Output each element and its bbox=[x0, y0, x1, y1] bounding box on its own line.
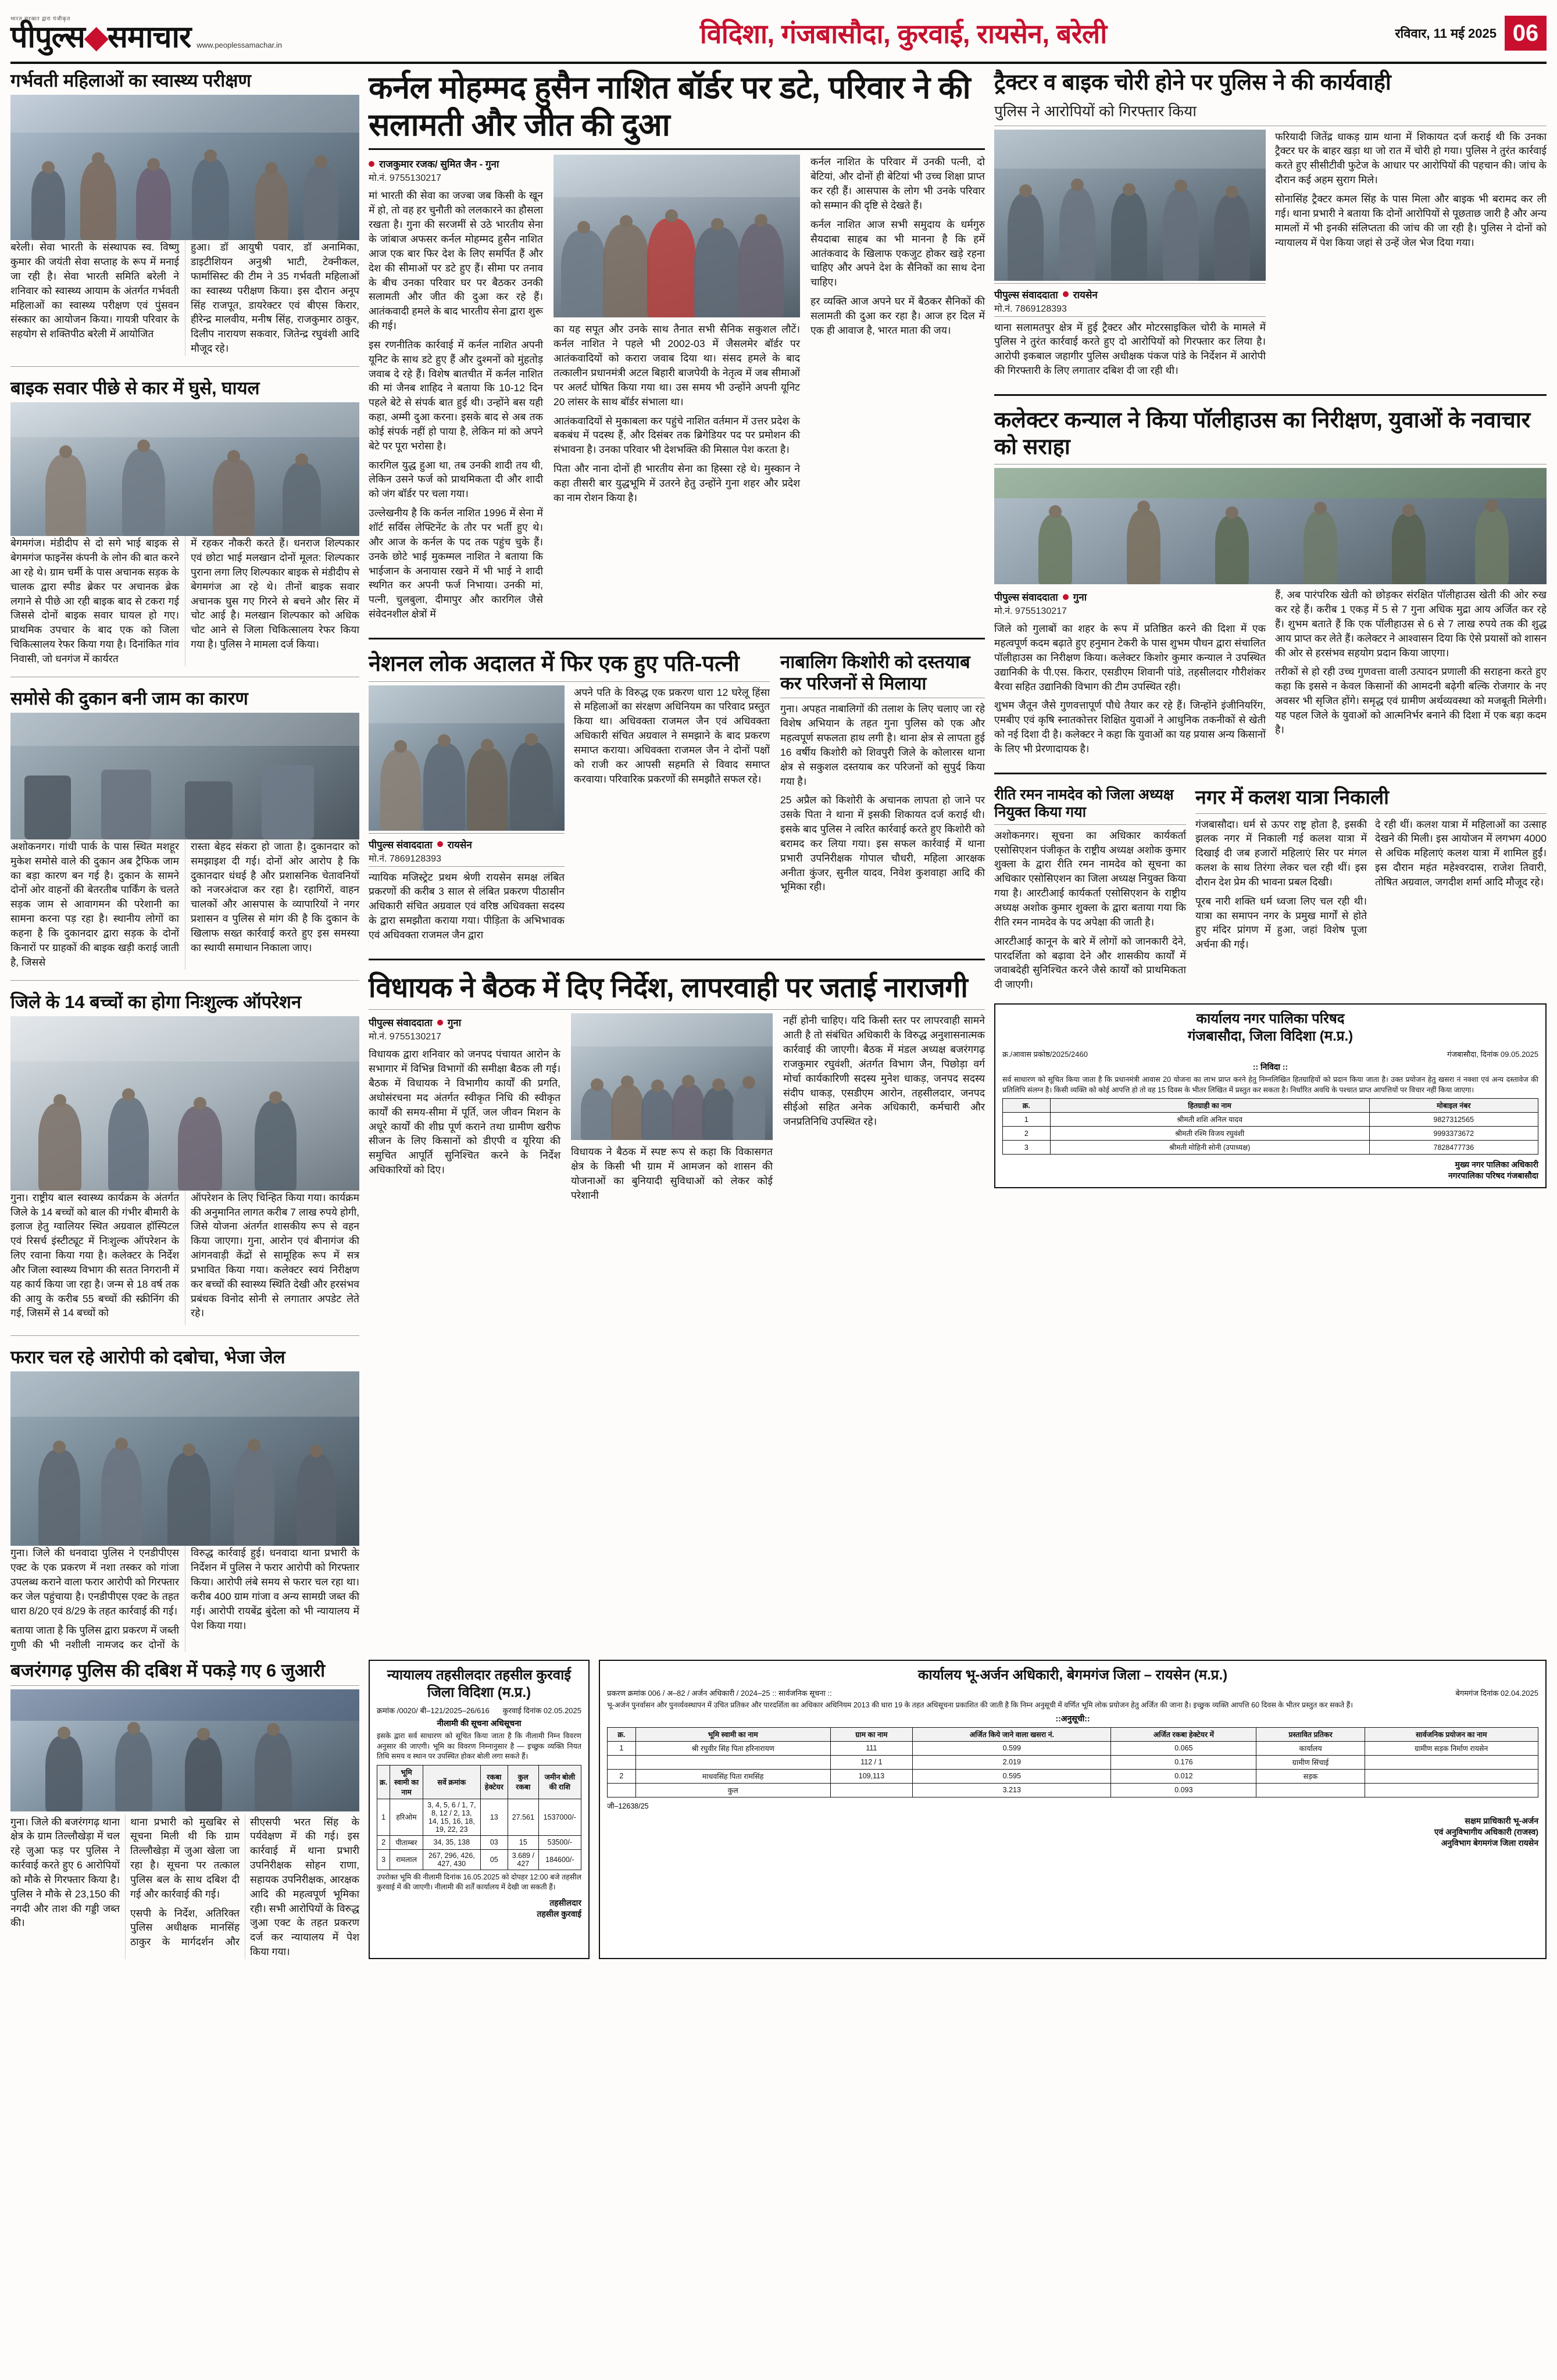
credit-mobile: मो.नं. 9755130217 bbox=[369, 1032, 441, 1042]
table-cell bbox=[1365, 1769, 1538, 1783]
notice-job-number: जी–12638/25 bbox=[607, 1802, 649, 1810]
notice-subject: :: निविदा :: bbox=[1252, 1062, 1288, 1072]
table-cell: 2.019 bbox=[913, 1755, 1111, 1769]
article-gambling-raid bbox=[10, 1660, 359, 1959]
credit-place: गुना bbox=[447, 1017, 462, 1029]
notice-title-line-2: गंजबासौदा, जिला विदिशा (म.प्र.) bbox=[1187, 1028, 1354, 1045]
left-column bbox=[10, 70, 359, 1652]
notice-body: भू-अर्जन पुनर्वासन और पुनर्व्यवस्थापन में उचित प्रतिकर और पारदर्शिता का अधिकार अधिनियम 2013 की धारा 19 के तहत अधिसूचना प्रकाशित की जाती है कि निम्न अनुसूची में वर्णित भूमि लोक प्रयोजन हेतु अर्जित की जाना है। इच्छुक व्यक्ति आपत्ति 60 दिवस के भीतर प्रस्तुत कर सकते हैं। bbox=[607, 1701, 1353, 1710]
article-photo-family bbox=[553, 155, 800, 317]
article-body bbox=[10, 839, 359, 970]
article-photo bbox=[10, 1016, 359, 1191]
notice-ref-number: प्रकरण क्रमांक 006 / अ–82 / अर्जन अधिकारी / 2024–25 :: सार्वजनिक सूचना :: bbox=[607, 1689, 832, 1698]
paragraph: बताया जाता है कि पुलिस द्वारा प्रकरण में जब्ती गुणी की भी नशीली नामजद कर दोनों के विरुद्ध कार्रवाई हुई। धनवादा थाना प्रभारी के निर्देशन में पुलिस ने फरार आरोपी को गिरफ्तार किया। आरोपी लंबे समय से फरार चल रहा था। करीब 400 ग्राम गांजा व अन्य सामग्री जब्त की गई। आरोपी रायबेंद्र बुंदेला को भी न्यायालय में पेश किया गया। bbox=[10, 1547, 359, 1650]
notice-date: बेगमगंज दिनांक 02.04.2025 bbox=[1455, 1689, 1538, 1698]
article-riti-raman-namdev bbox=[994, 786, 1186, 996]
table-cell: 0.093 bbox=[1111, 1783, 1256, 1797]
table-cell: 184600/- bbox=[538, 1849, 581, 1870]
paragraph: कर्नल नाशित आज सभी समुदाय के धर्मगुरु सैयदाबा साहब का भी मानना है कि हमें आतंकवाद के खिलाफ एकजुट होकर खड़े रहना चाहिए और अपने देश के सैनिकों का साथ देना चाहिए। bbox=[810, 218, 985, 288]
notice-title: कार्यालय भू-अर्जन अधिकारी, बेगमगंज जिला – रायसेन (म.प्र.) bbox=[917, 1667, 1228, 1684]
credit-name: पीपुल्स संवाददाता bbox=[369, 1017, 433, 1029]
notice-tehsildar-kurwai bbox=[369, 1660, 590, 1959]
notice-title-line-1: न्यायालय तहसीलदार तहसील कुरवाई bbox=[387, 1667, 572, 1684]
notice-table bbox=[607, 1727, 1538, 1797]
table-cell: श्रीमती मोहिनी सोनी (उपाध्यक्ष) bbox=[1050, 1141, 1369, 1155]
headline: विधायक ने बैठक में दिए निर्देश, लापरवाही पर जताई नाराजगी bbox=[369, 972, 968, 1003]
masthead bbox=[10, 8, 1547, 64]
table-header-cell: अर्जित रकबा हेक्टेयर में bbox=[1111, 1727, 1256, 1741]
table-cell: 0.595 bbox=[913, 1769, 1111, 1783]
table-row bbox=[608, 1769, 1538, 1783]
bullet-icon bbox=[437, 1020, 443, 1025]
article-photo-police-station bbox=[10, 1689, 359, 1811]
notice-title-line-2: जिला विदिशा (म.प्र.) bbox=[427, 1685, 531, 1701]
table-header-cell: क्र. bbox=[608, 1727, 636, 1741]
table-cell bbox=[1256, 1783, 1365, 1797]
bullet-icon bbox=[369, 161, 374, 167]
credit-mobile: मो.नं. 9755130217 bbox=[994, 606, 1067, 617]
article-bike-car-accident bbox=[10, 377, 359, 666]
paragraph: गंजबासौदा। धर्म से ऊपर राष्ट्र होता है, इसकी झलक नगर में निकाली गई कलश यात्रा में दिखाई दी जब हजारों महिलाएं सिर पर मंगल कलश के साथ तिरंगा लेकर चल रही थीं। इस दौरान देश प्रेम की भावना प्रबल दिखी। bbox=[1195, 818, 1367, 888]
paragraph: अपने पति के विरुद्ध एक प्रकरण धारा 12 घरेलू हिंसा से महिलाओं का संरक्षण अधिनियम का परिवाद प्रस्तुत किया था। अधिवक्ता राजमल जैन एवं अधिवक्ता अधिकारी संचित अग्रवाल ने समझाने के बाद प्रकरण समाप्त कराया। अधिवक्ता राजमल जैन ने दोनों पक्षों को राजी कर आपसी सहमति से विवाद समाप्त करवाया। परिवारिक प्रकरणों की समझौते सफल रहे। bbox=[574, 686, 770, 785]
paragraph: उल्लेखनीय है कि कर्नल नाशित 1996 में सेना में शॉर्ट सर्विस लेफ्टिनेंट के तौर पर भर्ती हुए थे। और आज के कर्नल के पद तक पहुंच चुके हैं। उनके छोटे भाई मुकम्मल नाशित ने बताया कि भाईजान के अनायास रखने में भी भाई ने शादी स्थगित कर अपनी फर्ज निभाया। उनकी मां, पत्नी, चुलबुला, दीमापुर और कारगिल जैसे संवेदनशील क्षेत्रों में bbox=[369, 507, 543, 620]
table-header-cell: भूमि स्वामी का नाम bbox=[635, 1727, 830, 1741]
table-cell: 3 bbox=[377, 1849, 390, 1870]
paragraph: विधायक द्वारा शनिवार को जनपद पंचायत आरोन के सभागार में विभिन्न विभागों की समीक्षा बैठक ली गई। बैठक में विधायक ने विभागीय कार्यों की प्रगति, अधोसंरचना मद अंतर्गत स्वीकृत निधि की स्वीकृत कार्यों की समय-सीमा में पूर्ति, जल जीवन मिशन के अधूरे कार्यों की शीघ्र पूर्ण कराने तथा ग्रामीण खरीफ सीजन के लिए किसानों को डीएपी व यूरिया की समुचित आपूर्ति सुनिश्चित करने के निर्देश अधिकारियों को दिए। bbox=[369, 1048, 560, 1176]
table-header-row bbox=[1003, 1099, 1538, 1113]
paragraph: तरीकों से हो रही उच्च गुणवत्ता वाली उत्पादन प्रणाली की सराहना करते हुए कहा कि इससे न केवल किसानों की आमदनी बढ़ेगी बल्कि रोजगार के नए अवसर भी सृजित होंगे। समृद्ध एवं ग्रामीण अर्थव्यवस्था को मजबूती मिलेगी। यह पहल जिले के युवाओं को आत्मनिर्भर बनाने की दिशा में एक बड़ा कदम है। bbox=[1275, 666, 1547, 735]
table-cell: 1 bbox=[377, 1799, 390, 1835]
table-row bbox=[1003, 1127, 1538, 1141]
bullet-icon bbox=[1063, 291, 1069, 297]
table-cell: 267, 296, 426, 427, 430 bbox=[423, 1849, 481, 1870]
article-minor-girl-recovered bbox=[780, 651, 985, 947]
notice-meta bbox=[377, 1705, 581, 1716]
byline bbox=[369, 157, 543, 170]
table-cell: 3, 4, 5, 6 / 1, 7, 8, 12 / 2, 13, 14, 15, 16, 18, 19, 22, 23 bbox=[423, 1799, 481, 1835]
paragraph: कर्नल नाशित के परिवार में उनकी पत्नी, दो बेटियां, और दोनों ही बेटियां भी उच्च शिक्षा प्राप्त कर रही हैं। आसपास के लोग भी उनके परिवार को सम्मान की दृष्टि से देखते हैं। bbox=[810, 156, 985, 211]
table-cell: 34, 35, 138 bbox=[423, 1835, 481, 1849]
table-cell: ग्रामीण सड़क निर्माण रायसेन bbox=[1365, 1741, 1538, 1755]
paragraph: थाना प्रभारी को मुखबिर से सूचना मिली थी कि ग्राम तिल्लौखेड़ा में जुआ खेला जा रहा है। सूचना पर तत्काल पुलिस बल के साथ दबिश दी गई और कार्रवाई की गई। bbox=[130, 1816, 240, 1900]
paragraph: गुना। अपहत नाबालिगों की तलाश के लिए चलाए जा रहे विशेष अभियान के तहत गुना पुलिस को एक और महत्वपूर्ण सफलता हाथ लगी है। थाना क्षेत्र से लापता हुई 16 वर्षीय किशोरी को शिवपुरी जिले के कोलारस थाना क्षेत्र से सकुशल दस्तयाब कर परिजनों को सुपुर्द किया गया है। bbox=[780, 703, 985, 787]
credit-mobile: मो.नं. 7869128393 bbox=[994, 303, 1067, 314]
paragraph: आरटीआई कानून के बारे में लोगों को जानकारी देने, पारदर्शिता को बढ़ावा देने और शासकीय कार्यों में जवाबदेही सुनिश्चित करने जैसे कार्यों को प्राथमिकता दी जाएगी। bbox=[994, 935, 1186, 991]
paragraph: में रहकर नौकरी करते हैं। धनराज शिल्पकार एवं छोटा भाई मलखान दोनों मूलत: शिल्पकार पुराना लगा लिए शिल्पकार बाइक से मंडीदीप से बेगमगंज आ रहे थे। तीनों बाइक सवार अचानक घुस गए गिरने से बचने और सिर में चोट आई है। मलखान शिल्पकार को अधिक चोट आने से जिला चिकित्सालय रेफर किया गया है। पुलिस ने मामला दर्ज किया। bbox=[191, 537, 359, 651]
table-cell: 13 bbox=[480, 1799, 508, 1835]
table-cell: 27.561 bbox=[508, 1799, 539, 1835]
logo-title bbox=[10, 22, 191, 52]
notice-municipal-council bbox=[994, 1003, 1547, 1188]
article-samosa-shop-jam bbox=[10, 688, 359, 970]
article-photo bbox=[369, 685, 565, 831]
paragraph: हर व्यक्ति आज अपने घर में बैठकर सैनिकों की सलामती की दुआ कर रहा है। आज हर दिल में एक ही आवाज है, भारत माता की जय। bbox=[810, 295, 985, 336]
table-header-cell: भूमि स्वामी का नाम bbox=[390, 1765, 423, 1799]
credit-place: गुना bbox=[1073, 592, 1087, 603]
table-cell: कुल bbox=[635, 1783, 830, 1797]
credit-box bbox=[994, 283, 1266, 317]
article-tractor-bike-theft bbox=[994, 70, 1547, 383]
paragraph: बेगमगंज। मंडीदीप से दो सगे भाई बाइक से बेगमगंज फाइनेंस कंपनी के लोन की बात करने आ रहे थे। ग्राम चर्मी के पास अचानक सड़क के चालक द्वारा स्पीड ब्रेकर पर अचानक ब्रेक लगाने से पीछे आ रही बाइक बाद से टकरा गई जिससे दोनों बाइक सवार घायल हो गए। प्राथमिक उपचार के बाद एक को जिला चिकित्सालय रेफर किया गया है। दिनांकित गांव निवासी, जो धनगंज में कार्यरत bbox=[10, 537, 179, 664]
logo-word-2: समाचार bbox=[107, 20, 191, 54]
signature-line-2: तहसील कुरवाई bbox=[537, 1909, 581, 1918]
credit bbox=[994, 288, 1266, 301]
table-header-cell: हितग्राही का नाम bbox=[1050, 1099, 1369, 1113]
paragraph: गुना। जिले की बजरंगगढ़ थाना क्षेत्र के ग्राम तिल्लौखेड़ा में चल रहे जुआ फड़ पर पुलिस ने कार्रवाई करते हुए 6 आरोपियों को मौके से गिरफ्तार किया है। पुलिस ने मौके से 23,150 की नगदी और ताश की गड्डी जब्त की। bbox=[10, 1816, 120, 1929]
table-cell: 2 bbox=[608, 1769, 636, 1783]
notice-meta bbox=[607, 1688, 1538, 1698]
table-header-cell: कुल रकबा bbox=[508, 1765, 539, 1799]
headline: गर्भवती महिलाओं का स्वास्थ्य परीक्षण bbox=[10, 70, 251, 91]
credit bbox=[994, 590, 1266, 603]
table-cell: 9827312565 bbox=[1369, 1113, 1538, 1127]
notice-signature bbox=[377, 1897, 581, 1920]
table-row bbox=[377, 1835, 581, 1849]
signature-line-3: अनुविभाग बेगमगंज जिला रायसेन bbox=[1441, 1838, 1538, 1847]
paragraph: मां भारती की सेवा का जज्बा जब किसी के खून में हो, तो वह हर चुनौती को ललकारने का हौसला रखता है। गुना की सरजमीं से उठे भारतीय सेना के जांबाज अफसर कर्नल मोहम्मद हुसैन नाशित आज एक बार फिर देश के लिए समर्पित हैं और देश की सीमाओं पर डटे हुए हैं। सीमा पर तनाव के बीच उनका परिवार घर पर बैठकर उनकी सलामती और जीत की दुआ कर रहे हैं। आतंकवादी हमले के बाद भारतीय सेना द्वारा शुरू की गई। bbox=[369, 190, 543, 332]
table-cell: 0.012 bbox=[1111, 1769, 1256, 1783]
table-row bbox=[608, 1783, 1538, 1797]
article-photo bbox=[10, 95, 359, 240]
paragraph: दे रही थीं। कलश यात्रा में महिलाओं का उत्साह देखने की मिली। इस आयोजन में लगभग 4000 से अधिक महिलाएं कलश यात्रा में शामिल हुईं। इस दौरान महंत महेश्वरदास, राजेश तिवारी, तोषित अग्रवाल, जगदीश शर्मा आदि मौजूद रहे। bbox=[1375, 818, 1547, 888]
notice-subject: नीलामी की सूचना अधिसूचना bbox=[437, 1718, 522, 1728]
headline: बजरंगगढ़ पुलिस की दबिश में पकड़े गए 6 जुआरी bbox=[10, 1660, 326, 1681]
table-cell: 03 bbox=[480, 1835, 508, 1849]
headline: कर्नल मोहम्मद हुसैन नाशित बॉर्डर पर डटे, परिवार ने की सलामती और जीत की दुआ bbox=[369, 70, 971, 142]
article-photo bbox=[10, 402, 359, 536]
paragraph: शुभम जैतून जैसे गुणवत्तापूर्ण पौधे तैयार कर रहे हैं। जिन्होंने इंजीनियरिंग, एमबीए एवं कृषि स्नातकोत्तर शिक्षित युवाओं ने आधुनिक तकनीकों से खेती को नई दिशा दी है। कलेक्टर ने कहा कि युवाओं का यह प्रयास अन्य किसानों के लिए भी प्रेरणादायक है। bbox=[994, 699, 1266, 755]
table-cell: 53500/- bbox=[538, 1835, 581, 1849]
byline-mobile: मो.नं. 9755130217 bbox=[369, 173, 441, 184]
notice-table bbox=[377, 1765, 581, 1870]
article-pregnant-checkup bbox=[10, 70, 359, 356]
bullet-icon bbox=[1063, 594, 1069, 600]
table-header-cell: प्रस्तावित प्रतिकर bbox=[1256, 1727, 1365, 1741]
page-number: 06 bbox=[1505, 16, 1547, 51]
article-photo bbox=[10, 713, 359, 839]
table-cell bbox=[830, 1783, 913, 1797]
table-cell: 1537000/- bbox=[538, 1799, 581, 1835]
table-row bbox=[1003, 1141, 1538, 1155]
article-body bbox=[10, 1546, 359, 1652]
byline-text: राजकुमार रजक/ सुमित जैन - गुना bbox=[379, 159, 499, 170]
article-free-operation bbox=[10, 991, 359, 1325]
credit-mobile: मो.नं. 7869128393 bbox=[369, 853, 441, 864]
paragraph: 25 अप्रैल को किशोरी के अचानक लापता हो जाने पर उसके पिता ने थाना में इसकी शिकायत दर्ज कराई थी। इसके बाद पुलिस ने त्वरित कार्रवाई करते हुए किशोरी को बरामद कर लिया गया। इस सफल कार्रवाई में थाना प्रभारी उपनिरीक्षक गोपाल चौधरी, महिला आरक्षक अनीता कुंजर, सुनील यादव, निवेश कुशवाहा आदि की भूमिका रही। bbox=[780, 794, 985, 893]
right-column bbox=[994, 70, 1547, 1652]
table-header-row bbox=[608, 1727, 1538, 1741]
table-row bbox=[1003, 1113, 1538, 1127]
table-cell: रामलाल bbox=[390, 1849, 423, 1870]
paragraph: नहीं होनी चाहिए। यदि किसी स्तर पर लापरवाही सामने आती है तो संबंधित अधिकारी के विरुद्ध अनुशासनात्मक कार्रवाई की जाएगी। बैठक में मंडल अध्यक्ष बजरंगगढ़ राजकुमार रघुवंशी, अंतर्गत विभाग जैन, पिछोड़ा वर्ग मोर्चा कार्यकारिणी सदस्य मुनेश धाकड़, जनपद सदस्य संदीप धाकड़, एसडीएम आरोन, तहसीलदार, जनपद सीईओ सहित अनेक अधिकारी, कर्मचारी और जनप्रतिनिधि उपस्थित रहे। bbox=[783, 1014, 985, 1128]
article-colonel-nashit bbox=[369, 70, 985, 626]
article-body bbox=[10, 1815, 359, 1959]
table-cell: 1 bbox=[608, 1741, 636, 1755]
table-cell: 2 bbox=[377, 1835, 390, 1849]
paragraph: ऑपरेशन के लिए चिन्हित किया गया। कार्यक्रम की अनुमानित लागत करीब 7 लाख रुपये होगी, जिसे योजना अंतर्गत शासकीय रूप से वहन किया जाएगा। गुना, आरोन एवं बीनागंज की आंगनवाड़ी केंद्रों से सामूहिक रूप में सत्र प्रभावित किया गया। कलेक्टर स्वयं निरीक्षण कर बच्चों की स्वास्थ्य स्थिति देखी और हरसंभव प्रबंधक विनोद सोनी से लगातार अपडेट लेते रहे। bbox=[191, 1191, 359, 1319]
headline: नगर में कलश यात्रा निकाली bbox=[1195, 786, 1389, 809]
notice-body: इसके द्वारा सर्व साधारण को सूचित किया जाता है कि नीलामी निम्न विवरण अनुसार की जाएगी। भूमि का विवरण निम्नानुसार है — इच्छुक व्यक्ति नियत तिथि समय व स्थान पर उपस्थित होकर बोली लगा सकते हैं। bbox=[377, 1732, 581, 1761]
notice-signature bbox=[607, 1816, 1538, 1849]
table-header-cell: मोबाइल नंबर bbox=[1369, 1099, 1538, 1113]
logo-registration-text: भारत सरकार द्वारा पंजीकृत bbox=[10, 15, 71, 22]
table-cell: ग्रामीण सिंचाई bbox=[1256, 1755, 1365, 1769]
table-row bbox=[377, 1799, 581, 1835]
table-row bbox=[377, 1849, 581, 1870]
signature-line-1: सक्षम प्राधिकारी भू-अर्जन bbox=[1465, 1816, 1538, 1825]
paragraph: जिले को गुलाबों का शहर के रूप में प्रतिष्ठित करने की दिशा में एक महत्वपूर्ण कदम बढ़ाते हुए हनुमान टेकरी के पास शुभम पौधन द्वारा संचालित पॉलीहाउस का निरीक्षण किया। कलेक्टर किशोर कुमार कन्याल ने उपस्थित उद्यानिकी के पी.एस. किरार, एसडीएम शिवानी पांडे, तहसीलदार गौरीशंकर बैरवा सहित उद्यानिकी विभाग की टीम उपस्थित रही। bbox=[994, 623, 1266, 692]
headline: नाबालिग किशोरी को दस्तयाब कर परिजनों से मिलाया bbox=[780, 651, 970, 694]
paragraph: गुना। राष्ट्रीय बाल स्वास्थ्य कार्यक्रम के अंतर्गत जिले के 14 बच्चों को बाल की गंभीर बीमारी के इलाज हेतु ग्वालियर स्थित अग्रवाल हॉस्पिटल एवं रिसर्च इंस्टीट्यूट में निःशुल्क ऑपरेशन के लिए रवाना किया गया है। कलेक्टर के निर्देश और जिला स्वास्थ्य विभाग की सतत निगरानी में यह कार्य किया जा रहा है। जन्म से 18 वर्ष तक की आयु के करीब 55 बच्चों की स्क्रीनिंग की गई, जिसमें से 14 बच्चों को bbox=[10, 1191, 179, 1319]
table-header-row bbox=[377, 1765, 581, 1799]
table-cell bbox=[635, 1755, 830, 1769]
newspaper-logo bbox=[10, 15, 412, 52]
notice-title-line-1: कार्यालय नगर पालिका परिषद bbox=[1196, 1011, 1345, 1027]
table-cell: हरिओम bbox=[390, 1799, 423, 1835]
center-column bbox=[369, 70, 985, 1652]
credit bbox=[369, 1016, 560, 1029]
headline: कलेक्टर कन्याल ने किया पॉलीहाउस का निरीक्षण, युवाओं के नवाचार को सराहा bbox=[994, 408, 1531, 459]
notice-ref-number: क्र./आवास प्रकोष्ठ/2025/2460 bbox=[1002, 1050, 1088, 1059]
paragraph: इस रणनीतिक कार्रवाई में कर्नल नाशित अपनी यूनिट के साथ डटे हुए हैं और दुश्मनों को मुंहतोड़ जवाब दे रहे हैं। विशेष बातचीत में कर्नल नाशित की मां जैनब शाहिद ने बताया कि 10-12 दिन पहले बेटे से संपर्क बात हुई थी। उन्होंने बस यही कहा, अम्मी दुआ करना। इसके बाद से अब तक कोई संपर्क नहीं हो पाया है, लेकिन मां को अपने बेटे पर पूरा भरोसा है। bbox=[369, 338, 543, 452]
notice-title bbox=[377, 1667, 581, 1702]
bullet-icon bbox=[437, 841, 443, 847]
table-header-cell: सार्वजनिक प्रयोजन का नाम bbox=[1365, 1727, 1538, 1741]
table-cell: 9993373672 bbox=[1369, 1127, 1538, 1141]
table-cell: सड़क bbox=[1256, 1769, 1365, 1783]
paragraph: फरियादी जितेंद्र धाकड़ ग्राम थाना में शिकायत दर्ज कराई थी कि उनका ट्रैक्टर घर के बाहर खड़ा था जो रात में चोरी हो गया। पुलिस ने तुरंत कार्रवाई करते हुए सीसीटीवी फुटेज के आधार पर आरोपियों की पहचान की। जांच के दौरान कई अहम सुराग मिले। bbox=[1275, 130, 1547, 186]
headline: नेशनल लोक अदालत में फिर एक हुए पति-पत्नी bbox=[369, 651, 740, 676]
logo-diamond: ◆ bbox=[84, 20, 108, 54]
article-photo-meeting bbox=[571, 1013, 773, 1140]
notice-date: कुरवाई दिनांक 02.05.2025 bbox=[502, 1706, 581, 1716]
credit-name: पीपुल्स संवाददाता bbox=[994, 289, 1058, 301]
article-absconding-accused bbox=[10, 1346, 359, 1652]
paragraph: पूरब नारी शक्ति धर्म ध्वजा लिए चल रही थी। यात्रा का समापन नगर के प्रमुख मार्गों से होते हुए मंदिर प्रांगण में हुआ, जहां विशेष पूजा अर्चना की गई। bbox=[1195, 895, 1367, 950]
article-mla-meeting bbox=[369, 972, 985, 1207]
table-cell: श्री रघुवीर सिंह पिता हरिनारायण bbox=[635, 1741, 830, 1755]
center-lower-block bbox=[369, 651, 985, 947]
table-cell: 3.213 bbox=[913, 1783, 1111, 1797]
table-cell: 2 bbox=[1003, 1127, 1051, 1141]
article-body bbox=[10, 240, 359, 356]
headline: फरार चल रहे आरोपी को दबोचा, भेजा जेल bbox=[10, 1347, 285, 1368]
table-cell: कार्यालय bbox=[1256, 1741, 1365, 1755]
table-header-cell: क्र. bbox=[377, 1765, 390, 1799]
credit bbox=[369, 838, 565, 851]
right-lower-block bbox=[994, 786, 1547, 996]
table-cell: 0.176 bbox=[1111, 1755, 1256, 1769]
table-row bbox=[608, 1755, 1538, 1769]
notice-schedule-label: ::अनुसूची:: bbox=[1055, 1713, 1090, 1723]
table-cell: 3 bbox=[1003, 1141, 1051, 1155]
table-cell: श्रीमती रश्मि विजय रघुवंशी bbox=[1050, 1127, 1369, 1141]
notice-ref-number: क्रमांक /0020/ बी–121/2025–26/616 bbox=[377, 1706, 490, 1716]
logo-word-1: पीपुल्स bbox=[10, 20, 85, 54]
headline: रीति रमन नामदेव को जिला अध्यक्ष नियुक्त किया गया bbox=[994, 786, 1174, 820]
notice-title bbox=[1002, 1010, 1538, 1045]
signature-line-1: मुख्य नगर पालिका अधिकारी bbox=[1455, 1160, 1538, 1170]
article-body bbox=[10, 536, 359, 666]
headline: समोसे की दुकान बनी जाम का कारण bbox=[10, 688, 248, 709]
headline: जिले के 14 बच्चों का होगा निःशुल्क ऑपरेशन bbox=[10, 991, 302, 1012]
paragraph: एसपी के निर्देश, अतिरिक्त पुलिस अधीक्षक मानसिंह ठाकुर के मार्गदर्शन और सीएसपी भरत सिंह के पर्यवेक्षण में की गई। इस कार्रवाई में थाना प्रभारी उपनिरीक्षक सोहन राणा, सहायक उपनिरीक्षक, आरक्षक आदि की महत्वपूर्ण भूमिका रही। सभी आरोपियों के विरुद्ध जुआ एक्ट के तहत प्रकरण दर्ज कर न्यायालय में पेश किया गया। bbox=[130, 1816, 359, 1958]
table-row bbox=[608, 1741, 1538, 1755]
paragraph: अशोकनगर। सूचना का अधिकार कार्यकर्ता एसोसिएशन पंजीकृत के राष्ट्रीय अध्यक्ष अशोक कुमार शुक्ला के द्वारा रीति रमन नामदेव को सूचना का अधिकार एसोसिएशन का जिला अध्यक्ष नियुक्त किया गया है। आरटीआई कार्यकर्ता एसोसिएशन के राष्ट्रीय अध्यक्ष अशोक कुमार शुक्ला के द्वारा बताया गया कि रीति रमन नामदेव के पद अपेक्षा की जाती है। bbox=[994, 829, 1186, 928]
paragraph: आतंकवादियों से मुकाबला कर पहुंचे नाशित वर्तमान में उत्तर प्रदेश के बकबंध में पदस्थ हैं, और दिसंबर तक ब्रिगेडियर पद पर प्रमोशन की संभावना है। उनका परिवार भी देशभक्ति की मिसाल पेश करता है। bbox=[553, 414, 800, 456]
signature-line-2: नगरपालिका परिषद गंजबासौदा bbox=[1448, 1170, 1538, 1180]
paragraph: पिता और नाना दोनों ही भारतीय सेना का हिस्सा रहे थे। मुस्कान ने कहा तीसरी बार युद्धभूमि में उतरने हेतु उन्होंने गुना शहर और प्रदेश का नाम रोशन किया है। bbox=[553, 463, 800, 503]
signature-line-1: तहसीलदार bbox=[549, 1897, 581, 1907]
table-header-cell: अर्जित किये जाने वाला खसरा नं. bbox=[913, 1727, 1111, 1741]
paragraph: का यह सपूत और उनके साथ तैनात सभी सैनिक सकुशल लौटें। कर्नल नाशित ने पहले भी 2002-03 में जैसलमेर बॉर्डर पर आतंकवादियों को करारा जवाब दिया था। संसद हमले के बाद तत्कालीन प्रधानमंत्री अटल बिहारी बाजपेयी के नेतृत्व में जब सीमाओं पर अलर्ट घोषित किया गया था। उस समय भी उन्होंने अपनी यूनिट 20 लांसर के साथ बॉर्डर संभाला था। bbox=[553, 323, 800, 408]
paragraph: कारगिल युद्ध हुआ था, तब उनकी शादी तय थी, लेकिन उसने फर्ज को प्राथमिकता दी और शादी को जंग बॉर्डर पर चला गया। bbox=[369, 459, 543, 500]
page-grid bbox=[10, 70, 1547, 1652]
signature-line-2: एवं अनुविभागीय अधिकारी (राजस्व) bbox=[1434, 1827, 1538, 1836]
paragraph: हैं, अब पारंपरिक खेती को छोड़कर संरक्षित पॉलीहाउस खेती की ओर रुख कर रहे हैं। करीब 1 एकड़ में 5 से 7 गुना अधिक मुद्रा आय अर्जित कर रहे हैं। शुभम बताते हैं कि एक पॉलीहाउस से 6 से 7 लाख रुपये तक की शुद्ध आय प्राप्त कर लेते हैं। कलेक्टर ने आश्वासन दिया कि ऐसे प्रयासों को शासन की ओर से हरसंभव सहयोग प्रदान किया जाएगा। bbox=[1275, 589, 1547, 659]
table-header-cell: क्र. bbox=[1003, 1099, 1051, 1113]
article-collector-polyhouse bbox=[994, 408, 1547, 761]
table-cell: 3.689 / 427 bbox=[508, 1849, 539, 1870]
table-header-cell: जमीन बोली की राशि bbox=[538, 1765, 581, 1799]
table-cell: 7828477736 bbox=[1369, 1141, 1538, 1155]
table-cell: 111 bbox=[830, 1741, 913, 1755]
table-header-cell: ग्राम का नाम bbox=[830, 1727, 913, 1741]
paragraph: विधायक ने बैठक में स्पष्ट रूप से कहा कि विकासगत क्षेत्र के किसी भी ग्राम में आमजन को शासन की योजनाओं का बुनियादी सुविधाओं को लेकर कोई परेशानी bbox=[571, 1146, 773, 1201]
credit-place: रायसेन bbox=[447, 839, 472, 850]
notice-bhu-arjan bbox=[599, 1660, 1547, 1959]
article-kalash-yatra bbox=[1195, 786, 1547, 996]
article-photo-police bbox=[994, 130, 1266, 281]
table-cell bbox=[608, 1755, 636, 1769]
table-cell bbox=[608, 1783, 636, 1797]
credit-name: पीपुल्स संवाददाता bbox=[994, 592, 1058, 603]
article-photo-polyhouse bbox=[994, 468, 1547, 584]
masthead-right bbox=[1395, 16, 1547, 51]
table-cell: 112 / 1 bbox=[830, 1755, 913, 1769]
headline: ट्रैक्टर व बाइक चोरी होने पर पुलिस ने की कार्यवाही bbox=[994, 70, 1391, 95]
headline: बाइक सवार पीछे से कार में घुसे, घायल bbox=[10, 377, 260, 398]
table-cell: 0.065 bbox=[1111, 1741, 1256, 1755]
credit-place: रायसेन bbox=[1073, 289, 1098, 301]
notice-footer bbox=[607, 1801, 1538, 1811]
table-cell: 109,113 bbox=[830, 1769, 913, 1783]
subheadline: पुलिस ने आरोपियों को गिरफ्तार किया bbox=[994, 102, 1197, 120]
bottom-strip bbox=[10, 1660, 1547, 1959]
credit-name: पीपुल्स संवाददाता bbox=[369, 839, 433, 850]
table-cell: 0.599 bbox=[913, 1741, 1111, 1755]
table-header-cell: सर्वे क्रमांक bbox=[423, 1765, 481, 1799]
website-url[interactable]: www.peoplessamachar.in bbox=[197, 40, 282, 49]
notice-body: सर्व साधारण को सूचित किया जाता है कि प्रधानमंत्री आवास 20 योजना का लाभ प्राप्त करने हेतु निम्नलिखित हितग्राहियों को प्रदान किया जाता है। उक्त प्रयोजन हेतु खसरा नं नक्शा एवं अन्य दस्तावेज की प्रतिलिपि संलग्न है। किसी व्यक्ति को कोई आपत्ति हो तो वह 15 दिवस के भीतर लिखित में प्रस्तुत कर सकता है। निर्धारित अवधि के पश्चात प्राप्त आपत्तियों पर विचार नहीं किया जाएगा। bbox=[1002, 1075, 1538, 1094]
paragraph: अशोकनगर। गांधी पार्क के पास स्थित मशहूर मुकेश समोसे वाले की दुकान अब ट्रैफिक जाम का बड़ा कारण बन गई है। दुकान के सामने दोनों ओर वाहनों की बेतरतीब पार्किंग के चलते सड़क जाम से आवागमन की परेशानी का सामना करना पड़ रहा है। स्थानीय लोगों का कहना है कि दुकानदार द्वारा सड़क के दोनों किनारों पर ग्राहकों की बाइक खड़ी कराई जाती है, जिससे bbox=[10, 840, 179, 968]
credit-box bbox=[369, 833, 565, 867]
paragraph: गुना। जिले की धनवादा पुलिस ने एनडीपीएस एक्ट के एक प्रकरण में नशा तस्कर को गांजा उपलब्ध कराने वाला फरार आरोपी को गिरफ्तार कर जेल पहुंचाया है। एनडीपीएस एक्ट के तहत धारा 8/20 एवं 8/29 के तहत कार्रवाई की गई। bbox=[10, 1547, 179, 1617]
paragraph: रास्ता बेहद संकरा हो जाता है। दुकानदार को समझाइश दी गई। दोनों ओर आरोप है कि दुकानदार धंधई है और प्रशासनिक चेतावनियों को नजरअंदाज कर रहा है। रहागिरों, वाहन चालकों और आसपास के व्यापारियों ने नगर प्रशासन व पुलिस से मांग की है कि दुकान के खिलाफ सख्त कार्रवाई करते हुए इस समस्या का स्थायी समाधान निकाला जाए। bbox=[191, 840, 359, 953]
table-cell: श्रीमती शशि अनिल यादव bbox=[1050, 1113, 1369, 1127]
table-cell bbox=[1365, 1755, 1538, 1769]
table-cell: 15 bbox=[508, 1835, 539, 1849]
article-body bbox=[10, 1191, 359, 1325]
notice-signature bbox=[1002, 1159, 1538, 1181]
table-cell: 05 bbox=[480, 1849, 508, 1870]
notice-footer-text: उपरोक्त भूमि की नीलामी दिनांक 16.05.2025 को दोपहर 12:00 बजे तहसील कुरवाई में की जाएगी। नीलामी की शर्तें कार्यालय में देखी जा सकती हैं। bbox=[377, 1872, 581, 1892]
notice-meta bbox=[1002, 1049, 1538, 1059]
table-cell: माधवसिंह पिता रामसिंह bbox=[635, 1769, 830, 1783]
table-cell: 1 bbox=[1003, 1113, 1051, 1127]
article-photo bbox=[10, 1371, 359, 1546]
table-cell bbox=[1365, 1783, 1538, 1797]
notice-date: गंजबासौदा, दिनांक 09.05.2025 bbox=[1447, 1050, 1538, 1059]
article-lok-adalat bbox=[369, 651, 770, 947]
paragraph: थाना सलामतपुर क्षेत्र में हुई ट्रैक्टर और मोटरसाइकिल चोरी के मामले में पुलिस ने तुरंत कार्रवाई करते हुए दो आरोपियों को गिरफ्तार कर लिया है। आरोपी इकबाल जहागीर पुलिस अधीक्षक पंकज पांडे के निर्देशन में आरोपी की गिरफ्तारी के लिए लगातार दबिश दी जा रही थी। bbox=[994, 321, 1266, 377]
paragraph: बरेली। सेवा भारती के संस्थापक स्व. विष्णु कुमार की जयंती सेवा सप्ताह के रूप में मनाई जा रही है। सेवा भारती समिति बरेली ने शनिवार को स्वास्थ्य आयाम के अंतर्गत गर्भवती महिलाओं का स्वास्थ्य परीक्षण एवं पुंसवन संस्कार का आयोजन किया। गायत्री परिवार के सहयोग से शक्तिपीठ बरेली में आयोजित bbox=[10, 241, 179, 340]
table-header-cell: रकबा हेक्टेयर bbox=[480, 1765, 508, 1799]
notice-table bbox=[1002, 1098, 1538, 1155]
publication-date: रविवार, 11 मई 2025 bbox=[1395, 26, 1497, 41]
edition-cities: विदिशा, गंजबासौदा, कुरवाई, रायसेन, बरेली bbox=[699, 19, 1107, 49]
table-cell: पीताम्बर bbox=[390, 1835, 423, 1849]
paragraph: हुआ। डॉ आयुषी पवार, डॉ अनामिका, डाइटीशियन अनुश्री भाटी, टेक्नीकल, फार्मासिस्ट की टीम ने 35 गर्भवती महिलाओं का स्वास्थ्य परीक्षण किया। इस दौरान अनूप सिंह राजपूत, डायरेक्टर एवं बीएस किरार, हीरेन्द्र मालवीय, मनीष सिंह, राजकुमार ठाकुर, दिलीप नारायण सकवार, जितेन्द्र रघुवंशी आदि मौजूद रहे। bbox=[191, 241, 359, 355]
paragraph: सोनासिंह ट्रैक्टर कमल सिंह के पास मिला और बाइक भी बरामद कर ली गई। थाना प्रभारी ने बताया कि दोनों आरोपियों से पूछताछ जारी है और अन्य मामलों में भी इनकी संलिप्तता की जांच की जा रही है। पुलिस ने दोनों को न्यायालय में पेश किया जहां से उन्हें जेल भेज दिया गया। bbox=[1275, 192, 1547, 248]
paragraph: न्यायिक मजिस्ट्रेट प्रथम श्रेणी रायसेन समक्ष लंबित प्रकरणों की करीब 3 साल से लंबित प्रकरण पीठासीन अधिकारी संचित अग्रवाल एवं वरिष्ठ अधिवक्ता सदस्य के द्वारा समझौता कराया गया। पीड़िता के अभिभावक एवं अधिवक्ता राजमल जैन द्वारा bbox=[369, 871, 565, 941]
